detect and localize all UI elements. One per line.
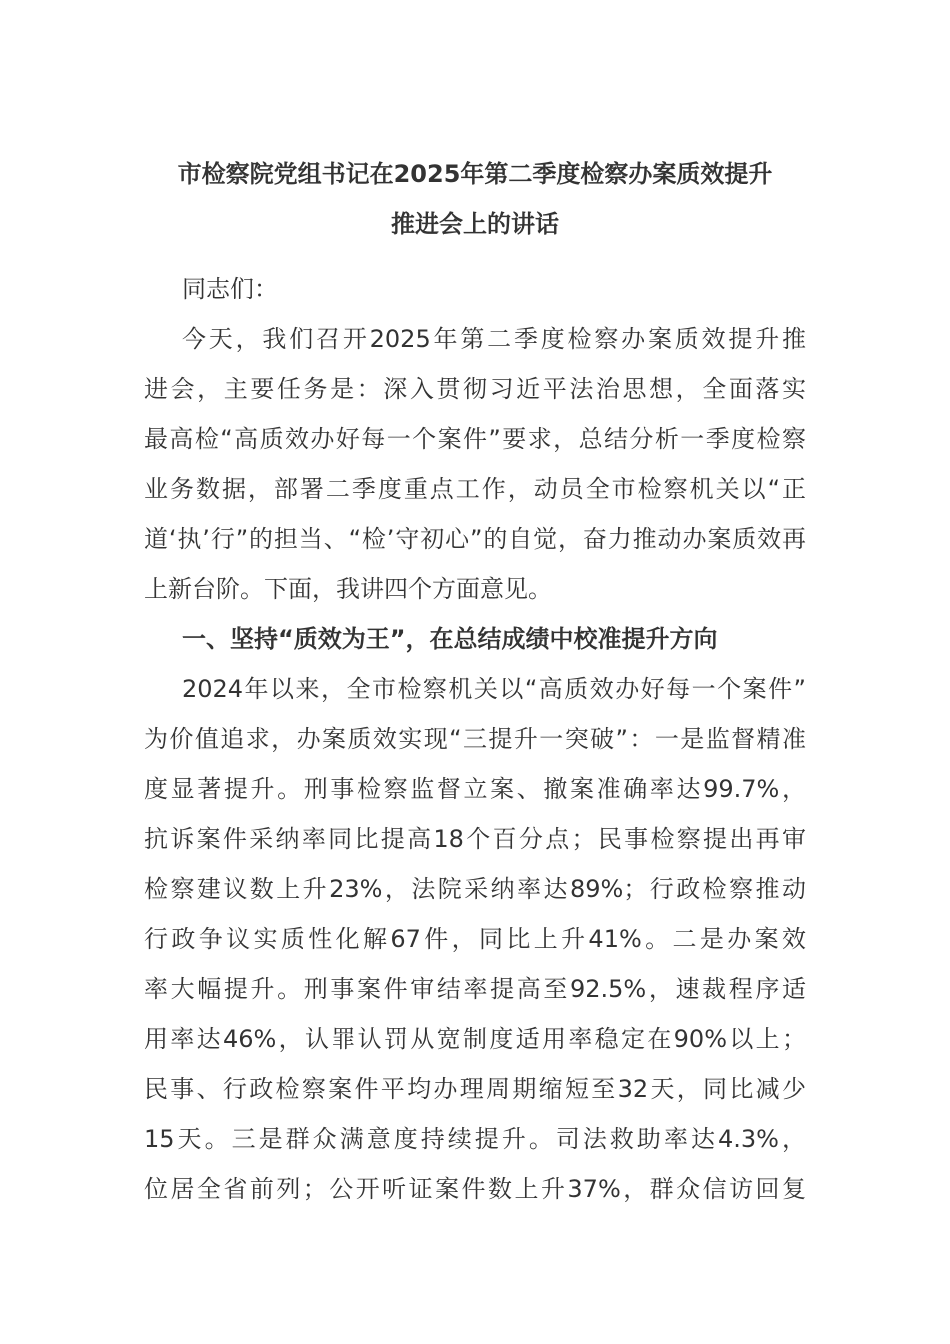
paragraph-1-line: 进会，主要任务是：深入贯彻习近平法治思想，全面落实 xyxy=(144,375,806,403)
paragraph-1-line: 今天，我们召开2025年第二季度检察办案质效提升推 xyxy=(182,325,806,353)
paragraph-1-line: 最高检“高质效办好每一个案件”要求，总结分析一季度检察 xyxy=(144,425,806,453)
paragraph-2-line: 率大幅提升。刑事案件审结率提高至92.5%，速裁程序适 xyxy=(144,975,806,1003)
paragraph-1-line: 道‘执’行”的担当、“检’守初心”的自觉，奋力推动办案质效再 xyxy=(144,525,806,553)
paragraph-2-line: 民事、行政检察案件平均办理周期缩短至32天，同比减少 xyxy=(144,1075,806,1103)
paragraph-2-line: 2024年以来，全市检察机关以“高质效办好每一个案件” xyxy=(182,675,806,703)
paragraph-2-line: 为价值追求，办案质效实现“三提升一突破”：一是监督精准 xyxy=(144,725,806,753)
document-title-line-2: 推进会上的讲话 xyxy=(391,210,559,238)
paragraph-1-line: 上新台阶。下面，我讲四个方面意见。 xyxy=(144,575,552,603)
document-title-line-1: 市检察院党组书记在2025年第二季度检察办案质效提升 xyxy=(177,160,773,188)
paragraph-1-line: 业务数据，部署二季度重点工作，动员全市检察机关以“正 xyxy=(144,475,806,503)
salutation: 同志们： xyxy=(182,275,278,303)
paragraph-2-line: 检察建议数上升23%，法院采纳率达89%；行政检察推动 xyxy=(144,875,806,903)
paragraph-2-line: 行政争议实质性化解67件，同比上升41%。二是办案效 xyxy=(144,925,806,953)
paragraph-2-line: 度显著提升。刑事检察监督立案、撤案准确率达99.7%， xyxy=(144,775,806,803)
section-1-heading: 一、坚持“质效为王”，在总结成绩中校准提升方向 xyxy=(182,625,718,653)
paragraph-2-line: 抗诉案件采纳率同比提高18个百分点；民事检察提出再审 xyxy=(144,825,806,853)
paragraph-2-line: 位居全省前列；公开听证案件数上升37%，群众信访回复 xyxy=(144,1175,806,1203)
paragraph-2-line: 用率达46%，认罪认罚从宽制度适用率稳定在90%以上； xyxy=(144,1025,806,1053)
paragraph-2-line: 15天。三是群众满意度持续提升。司法救助率达4.3%， xyxy=(144,1125,806,1153)
document-body xyxy=(144,264,806,1214)
